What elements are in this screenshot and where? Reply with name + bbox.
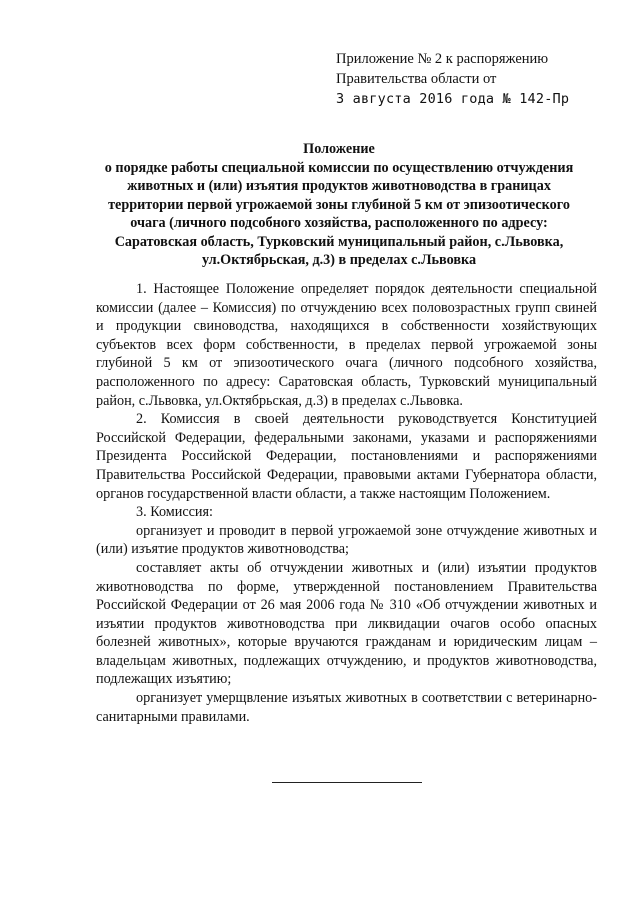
closing-rule <box>272 782 422 783</box>
title-line: Положение <box>303 141 375 157</box>
title-line: животных и (или) изъятия продуктов животноводства в границах <box>127 178 551 194</box>
document-body <box>96 280 597 726</box>
title-line: очага (личного подсобного хозяйства, расположенного по адресу: <box>130 215 548 231</box>
paragraph-1: 1. Настоящее Положение определяет порядок деятельности специальной комиссии (далее – Комиссия) по отчуждению всех половозрастных групп свиней и продукции свиноводства, находящихся в собственности хозяйствующих субъектов всех форм собственности, в пределах первой угрожаемой зоны глубиной 5 км от эпизоотического очага (личного подсобного хозяйства, расположенного по адресу: Саратовская область, Турковский муниципальный район, с.Львовка, ул.Октябрьская, д.3) в пределах с.Львовка. <box>96 281 597 409</box>
paragraph-3: 3. Комиссия: <box>136 504 213 521</box>
paragraph-6: организует умерщвление изъятых животных в соответствии с ветеринарно-санитарными правилами. <box>96 690 597 725</box>
appendix-line-1: Приложение № 2 к распоряжению <box>336 51 549 67</box>
title-line: Саратовская область, Турковский муниципальный район, с.Львовка, <box>114 233 564 250</box>
paragraph-2: 2. Комиссия в своей деятельности руководствуется Конституцией Российской Федерации, федеральными законами, указами и распоряжениями Президента Российской Федерации, постановлениями и распоряжениями Правительства Российской Федерации, правовыми актами Губернатора области, органов государственной власти области, а также настоящим Положением. <box>96 411 597 502</box>
document-title <box>80 140 598 270</box>
paragraph-5: составляет акты об отчуждении животных и (или) изъятии продуктов животноводства по форме, утвержденной постановлением Правительства Российской Федерации от 26 мая 2006 года № 310 «Об отчуждении животных и изъятии продуктов животноводства при ликвидации очагов особо опасных болезней животных», которые вручаются гражданам и юридическим лицам – владельцам животных, подлежащих отчуждению, и продуктов животноводства, подлежащих изъятию; <box>96 559 597 688</box>
title-line: о порядке работы специальной комиссии по осуществлению отчуждения <box>104 159 574 176</box>
appendix-date-number: 3 августа 2016 года № 142-Пр <box>336 91 570 107</box>
appendix-header <box>336 49 626 109</box>
paragraph-4: организует и проводит в первой угрожаемой зоне отчуждение животных и (или) изъятие продуктов животноводства; <box>96 522 597 558</box>
title-line: территории первой угрожаемой зоны глубиной 5 км от эпизоотического <box>108 196 570 213</box>
appendix-line-2: Правительства области от <box>336 71 497 87</box>
title-line: ул.Октябрьская, д.3) в пределах с.Львовка <box>201 252 477 268</box>
